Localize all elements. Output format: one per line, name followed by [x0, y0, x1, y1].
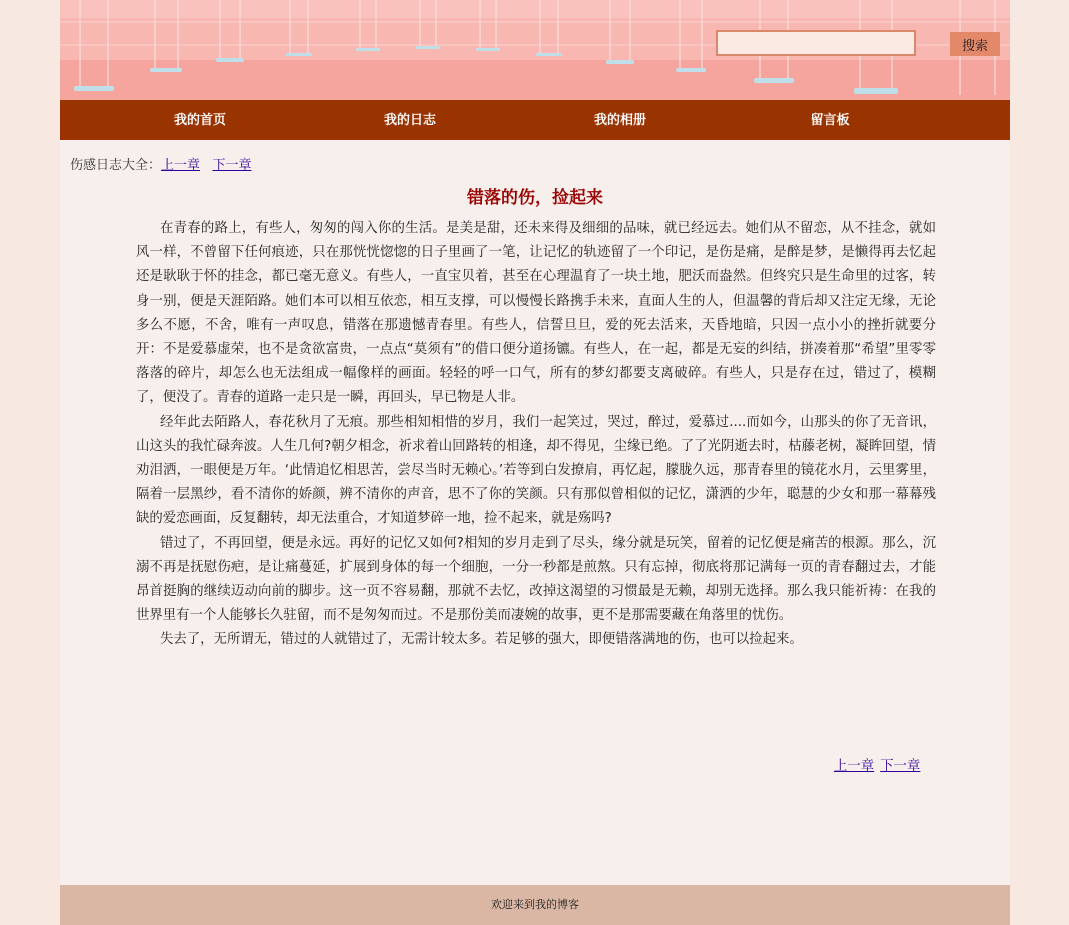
breadcrumb [70, 154, 251, 173]
article-paragraph: 在青春的路上，有些人，匆匆的闯入你的生活。是美是甜，还未来得及细细的品味，就已经远去。她们从不留恋，从不挂念，就如风一样，不曾留下任何痕迹，只在那恍恍惚惚的日子里画了一笔，让记忆的轨迹留了一个印记，是伤是痛，是醉是梦，是懒得再去忆起还是耿耿于怀的挂念，都已毫无意义。有些人，一直宝贝着，甚至在心理温育了一块土地，肥沃而盎然。但终究只是生命里的过客，转身一别，便是天涯陌路。她们本可以相互依恋，相互支撑，可以慢慢长路携手未来，直面人生的人，但温馨的背后却又注定无缘，无论多么不愿，不舍，唯有一声叹息，错落在那遗憾青春里。有些人，信誓旦旦，爱的死去活来，天昏地暗，只因一点小小的挫折就要分开：不是爱慕虚荣，也不是贪欲富贵，一点点“莫须有”的借口便分道扬镳。有些人，在一起，都是无妄的纠结，拼凑着那“希望”里零零落落的碎片，却怎么也无法组成一幅像样的画面。轻轻的呼一口气，所有的梦幻都要支离破碎。有些人，只是存在过，错过了，模糊了，便没了。青春的道路一走只是一瞬，再回头，早已物是人非。 [136, 221, 936, 406]
nav-item-guestbook[interactable]: 留言板 [810, 113, 850, 128]
next-chapter-link-bottom[interactable]: 下一章 [880, 759, 921, 774]
nav-item-home[interactable]: 我的首页 [173, 113, 226, 128]
main-nav [60, 100, 1010, 140]
article-paragraph: 经年此去陌路人，春花秋月了无痕。那些相知相惜的岁月，我们一起笑过，哭过，醉过，爱慕过....而如今，山那头的你了无音讯，山这头的我忙碌奔波。人生几何?朝夕相念，祈求着山回路转的相逢，却不得见，尘缘已绝。了了光阴逝去时，枯藤老树，凝眸回望，情劝泪洒，一眼便是万年。‘此情追忆相思苦，尝尽当时无赖心。’若等到白发撩肩，再忆起，朦胧久远，那青春里的镜花水月，云里雾里，隔着一层黑纱，看不清你的娇颜，辨不清你的声音，思不了你的笑颜。只有那似曾相似的记忆，潇洒的少年，聪慧的少女和那一幕幕残缺的爱恋画面，反复翻转，却无法重合，才知道梦碎一地，捡不起来，就是殇吗? [136, 414, 936, 527]
footer-text: 欢迎来到我的博客 [491, 898, 579, 911]
search-button[interactable]: 搜索 [950, 32, 1000, 56]
article-body [136, 217, 936, 653]
search-input[interactable] [716, 30, 916, 56]
breadcrumb-prefix: 伤感日志大全： [70, 158, 162, 173]
article-title: 错落的伤，捡起来 [467, 188, 603, 208]
chapter-nav-bottom [828, 755, 920, 774]
page-container [60, 0, 1010, 925]
prev-chapter-link[interactable]: 上一章 [161, 158, 201, 173]
nav-item-diary[interactable]: 我的日志 [383, 113, 436, 128]
prev-chapter-link-bottom[interactable]: 上一章 [834, 759, 875, 774]
next-chapter-link[interactable]: 下一章 [212, 158, 252, 173]
footer [60, 885, 1010, 925]
header-banner [60, 0, 1010, 100]
nav-item-album[interactable]: 我的相册 [593, 113, 646, 128]
article-paragraph: 失去了，无所谓无，错过的人就错过了，无需计较太多。若足够的强大，即便错落满地的伤，也可以捡起来。 [160, 632, 803, 648]
article-paragraph: 错过了，不再回望，便是永远。再好的记忆又如何?相知的岁月走到了尽头，缘分就是玩笑，留着的记忆便是痛苦的根源。那么，沉溺不再是抚慰伤疤，是让痛蔓延，扩展到身体的每一个细胞，一分一秒都是煎熬。只有忘掉，彻底将那记满每一页的青春翻过去，才能昂首挺胸的继续迈动向前的脚步。这一页不容易翻，那就不去忆，改掉这渴望的习惯最是无赖，却别无选择。那么我只能祈祷：在我的世界里有一个人能够长久驻留，而不是匆匆而过。不是那份美而凄婉的故事，更不是那需要藏在角落里的忧伤。 [136, 535, 936, 624]
